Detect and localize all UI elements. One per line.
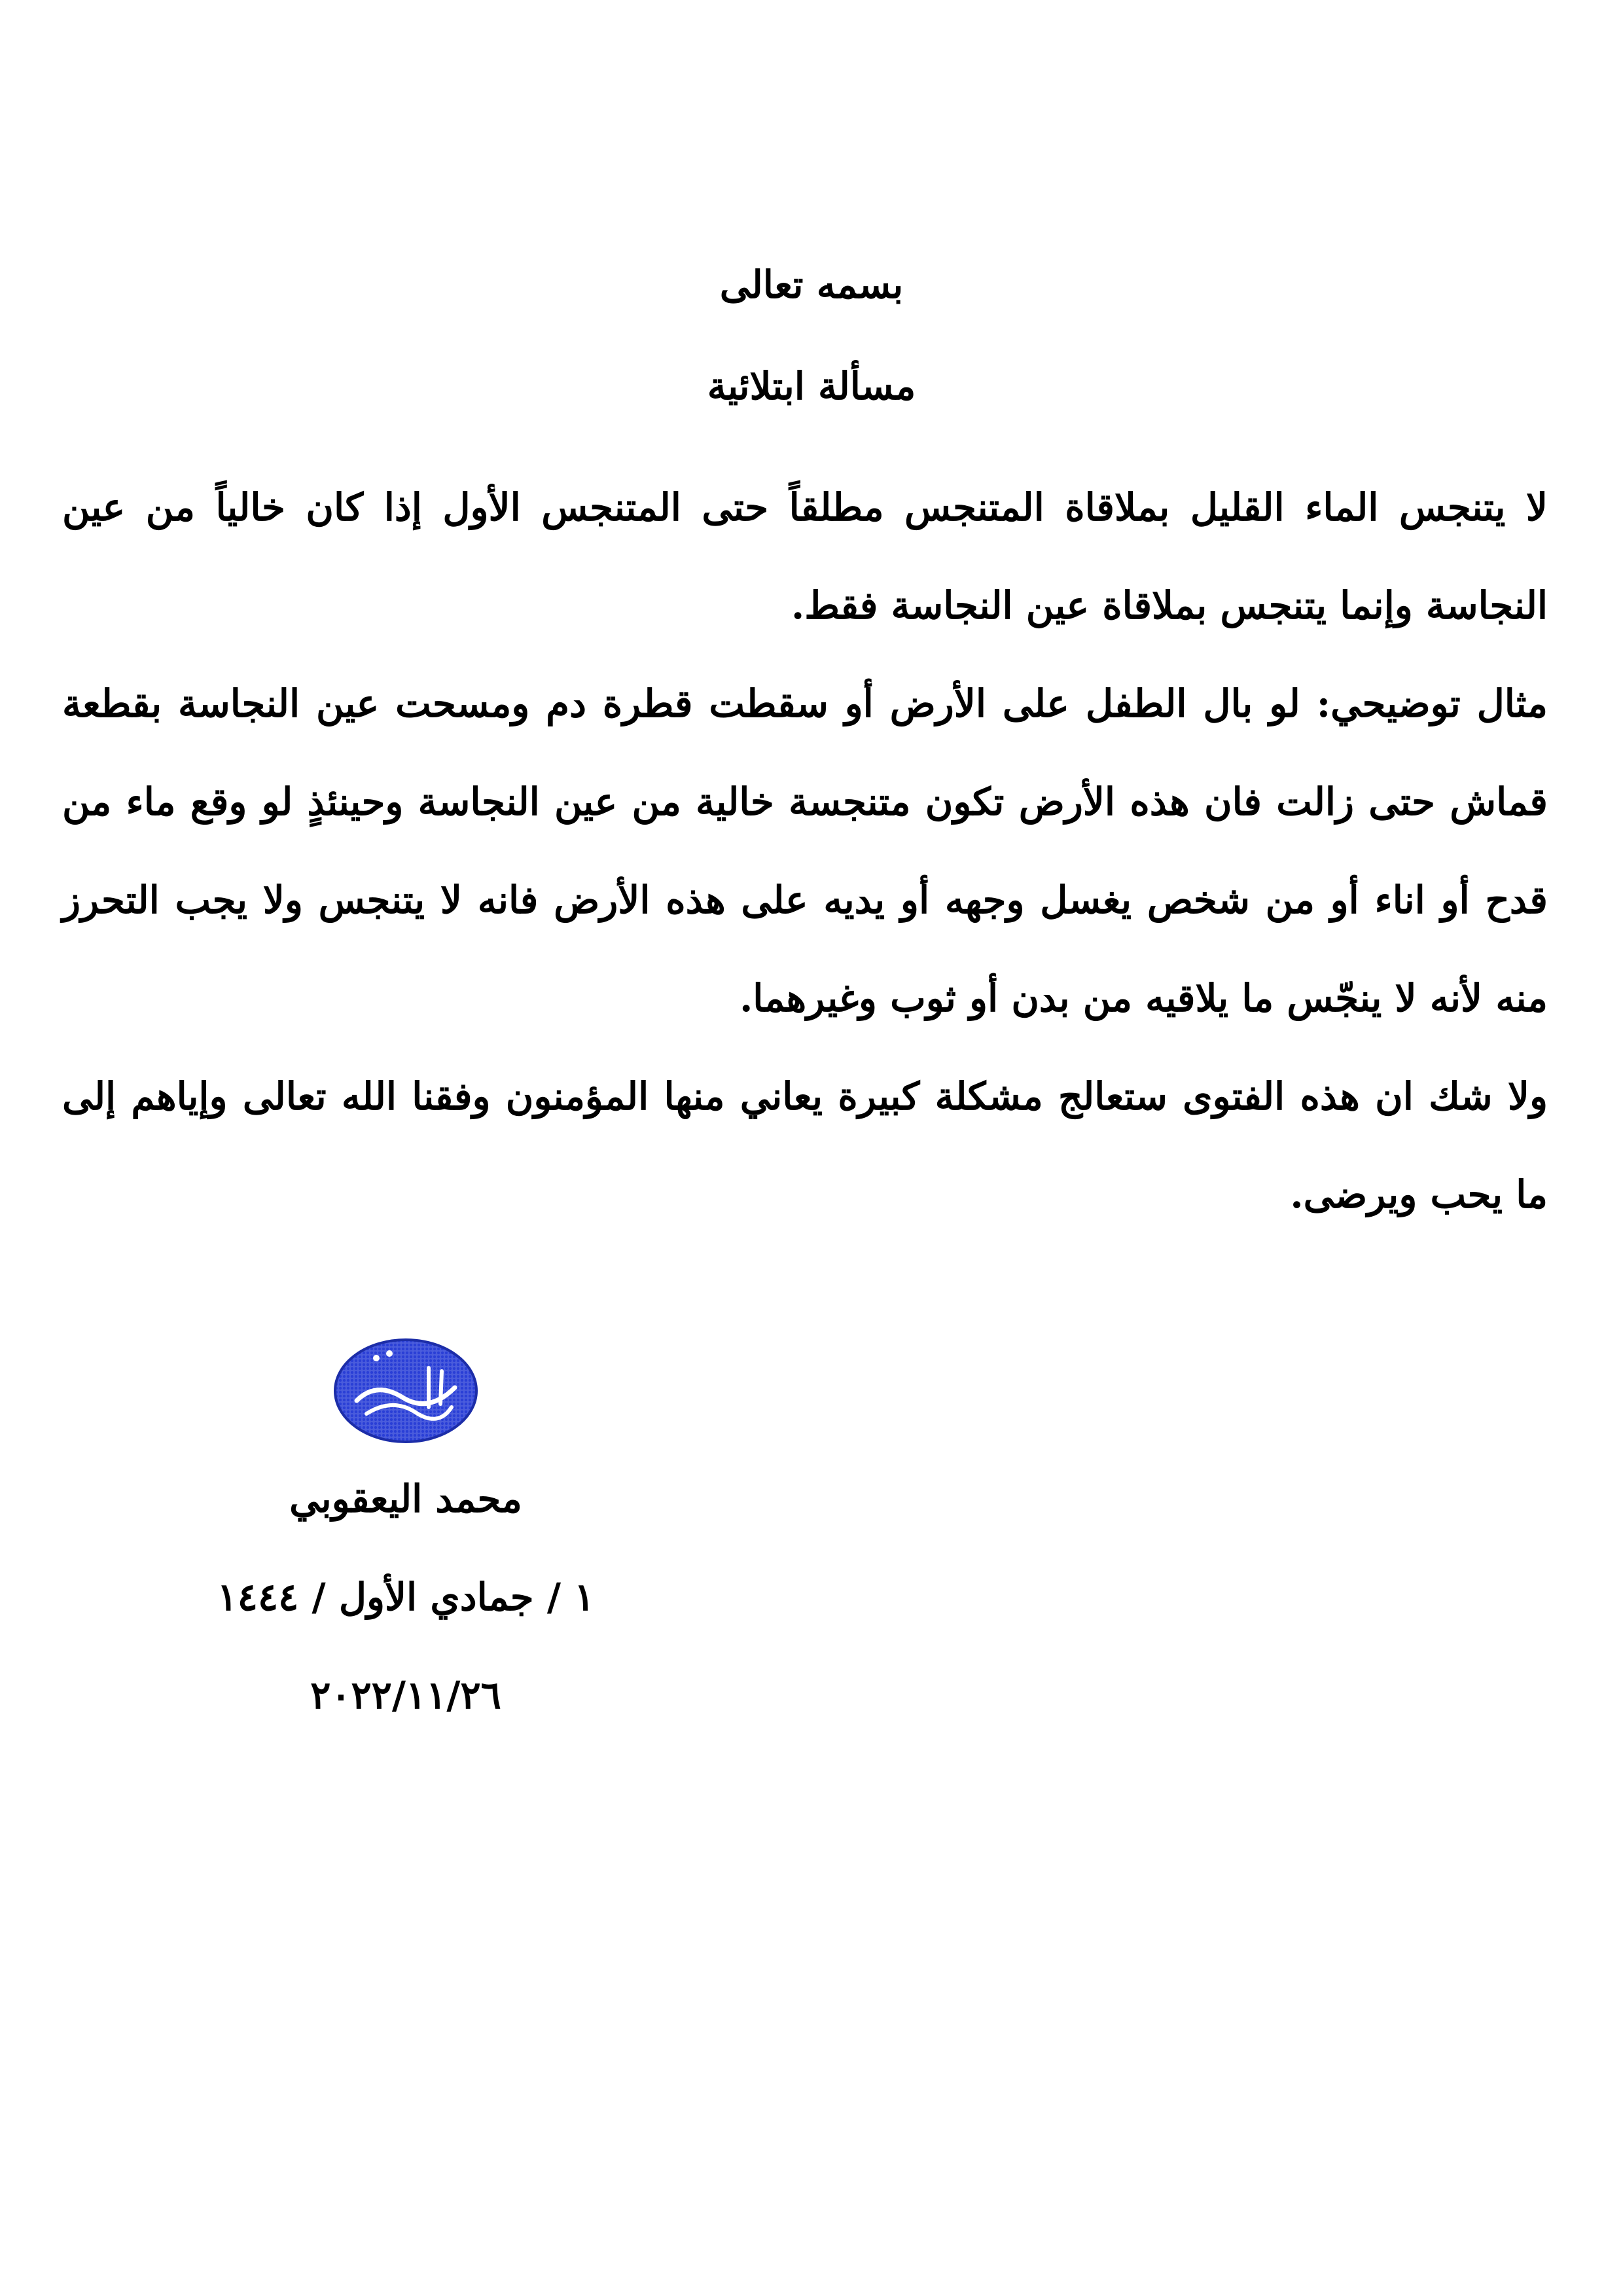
document-body (62, 458, 1548, 1244)
signatory-name: محمد اليعقوبي (289, 1477, 522, 1521)
hijri-date: ١ / جمادي الأول / ١٤٤٤ (217, 1575, 595, 1619)
paragraph-example: مثال توضيحي: لو بال الطفل على الأرض أو سقطت قطرة دم ومسحت عين النجاسة بقطعة قماش حتى زالت فان هذه الأرض تكون متنجسة خالية من عين النجاسة وحينئذٍ لو وقع ماء من قدح أو اناء أو من شخص يغسل وجهه أو يديه على هذه الأرض فانه لا يتنجس ولا يجب التحرز منه لأنه لا ينجّس ما يلاقيه من بدن أو ثوب وغيرهما. (62, 681, 1548, 1020)
seal-stamp-icon (330, 1335, 481, 1446)
signature-block (170, 1335, 641, 1721)
gregorian-date: ٢٠٢٢/١١/٢٦ (310, 1673, 501, 1717)
document-title: مسألة ابتلائية (707, 364, 916, 408)
basmala-heading: بسمه تعالى (719, 262, 904, 307)
paragraph-ruling: لا يتنجس الماء القليل بملاقاة المتنجس مطلقاً حتى المتنجس الأول إذا كان خالياً من عين النجاسة وإنما يتنجس بملاقاة عين النجاسة فقط. (62, 485, 1548, 628)
paragraph-conclusion: ولا شك ان هذه الفتوى ستعالج مشكلة كبيرة يعاني منها المؤمنون وفقنا الله تعالى وإياهم إلى ما يحب ويرضى. (62, 1074, 1548, 1217)
